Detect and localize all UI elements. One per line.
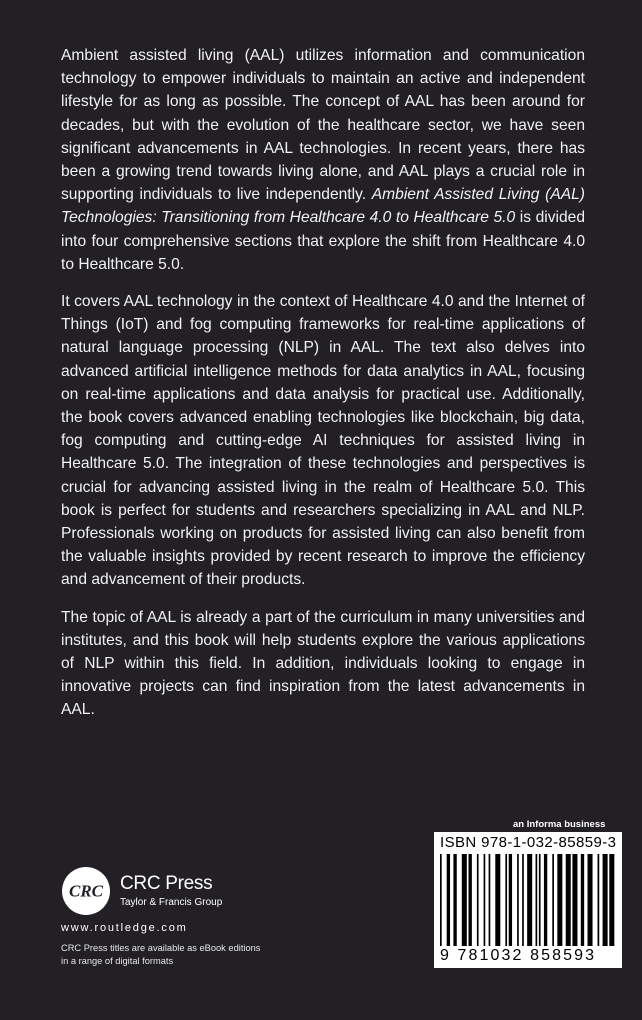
barcode-bar [598,854,600,946]
publisher-group: Taylor & Francis Group [120,897,223,908]
barcode-bar [536,854,538,946]
barcode-bar [440,854,442,946]
barcode-bar [469,854,472,946]
barcode-digits: 9 781032 858593 [440,947,597,964]
barcode-bar [557,854,562,946]
barcode-bars [440,854,616,946]
blurb-paragraph-3: The topic of AAL is already a part of the curriculum in many universities and institutes, and this book will help students explore the various applications of NLP within this field. In addition, individuals looking to engage in innovative projects can find inspiration from the latest advancements in AAL. [61,608,585,719]
publisher-website[interactable]: www.routledge.com [61,922,188,934]
barcode-bar [572,854,577,946]
book-title: Ambient Assisted Living (AAL) Technologies: Transitioning from Healthcare 4.0 to Healthcare 5.0 [61,186,585,227]
barcode-panel [434,832,622,968]
isbn-text: ISBN 978-1-032-85859-3 [440,834,617,851]
publisher-name: CRC Press [120,873,213,894]
barcode-bar [495,854,500,946]
barcode-bar [566,854,571,946]
blurb-paragraph-2: It covers AAL technology in the context of Healthcare 4.0 and the Internet of Things (IoT) and fog computing frameworks for real-time applications of natural language processing (NLP) in AAL. The text also delves into advanced artificial intelligence methods for data analytics in AAL, focusing on real-time applications and data analysis for practical use. Additionally, the book covers advanced enabling technologies like blockchain, big data, fog computing and cutting-edge AI techniques for assisted living in Healthcare 5.0. The integration of these technologies and perspectives is crucial for advancing assisted living in the realm of Healthcare 5.0. This book is perfect for students and researchers specializing in AAL and NLP. Professionals working on products for assisted living can also benefit from the valuable insights provided by recent research to improve the efficiency and advancement of their products. [61,293,585,589]
barcode-bar [517,854,519,946]
barcode-bar [588,854,593,946]
barcode-bar [539,854,541,946]
barcode-bar [505,854,507,946]
ebook-note: CRC Press titles are available as eBook editions in a range of digital formats [61,943,261,966]
barcode-bar [552,854,554,946]
barcode-bar [544,854,547,946]
barcode-bar [484,854,486,946]
barcode-bar [447,854,450,946]
barcode-bar [489,854,491,946]
barcode-bar [603,854,608,946]
barcode-bar [522,854,524,946]
blurb-p1-tail: is divided into four comprehensive sections that explore the shift from Healthcare 4.0 to Healthcare 5.0. [61,209,585,273]
barcode-bar [581,854,584,946]
back-cover-blurb [61,44,585,736]
blurb-p1-text: Ambient assisted living (AAL) utilizes information and communication technology to empower individuals to maintain an active and independent lifestyle for as long as possible. The concept of AAL has been around for decades, but with the evolution of the healthcare sector, we have seen significant advancements in AAL technologies. In recent years, there has been a growing trend towards living alone, and AAL plays a crucial role in supporting individuals to live independently. [61,47,585,204]
barcode-bar [527,854,532,946]
barcode-bar [453,854,456,946]
barcode-bar [509,854,512,946]
informa-tagline: an Informa business [513,819,606,830]
crc-logo [61,866,111,916]
barcode-bar [609,854,614,946]
barcode-bar [477,854,479,946]
barcode-bar [462,854,467,946]
crc-logo-text: CRC [68,881,104,901]
blurb-paragraph-1 [61,44,585,276]
